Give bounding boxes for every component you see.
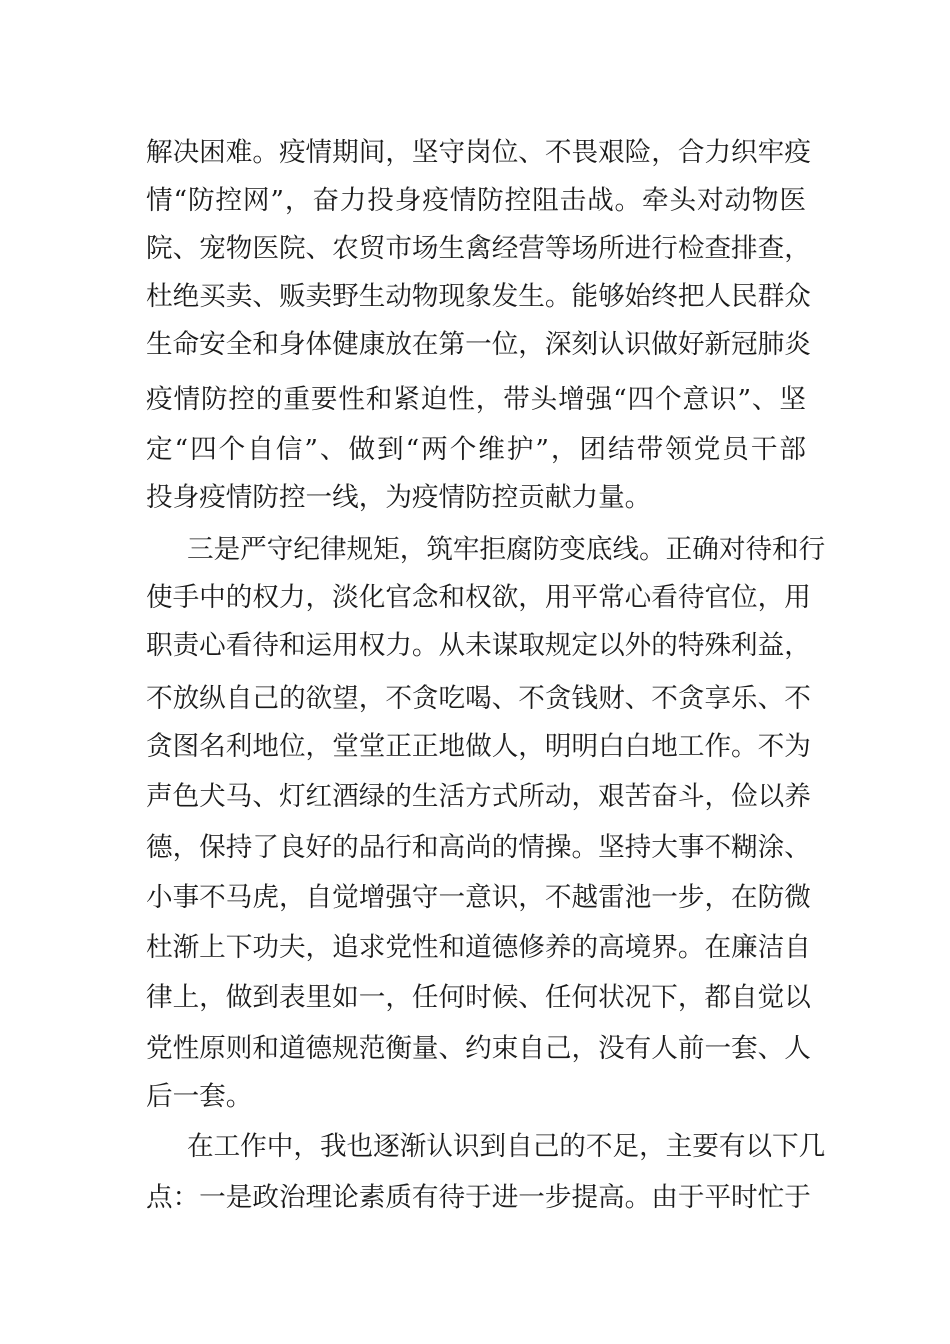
text-line: 杜绝买卖、贩卖野生动物现象发生。能够始终把人民群众 — [146, 281, 811, 312]
text-line: 使手中的权力，淡化官念和权欲，用平常心看待官位，用 — [146, 582, 811, 613]
text-line: 后一套。 — [146, 1081, 253, 1112]
text-line: 小事不马虎，自觉增强守一意识，不越雷池一步，在防微 — [146, 882, 811, 913]
text-line: 疫情防控的重要性和紧迫性，带头增强“四个意识”、坚 — [146, 384, 806, 415]
text-line: 不放纵自己的欲望，不贪吃喝、不贪钱财、不贪享乐、不 — [146, 683, 811, 714]
text-line: 贪图名利地位，堂堂正正地做人，明明白白地工作。不为 — [146, 731, 811, 762]
paragraph-start-line: 三是严守纪律规矩，筑牢拒腐防变底线。正确对待和行 — [187, 534, 826, 565]
text-line: 律上，做到表里如一，任何时候、任何状况下，都自觉以 — [146, 982, 811, 1013]
text-line: 党性原则和道德规范衡量、约束自己，没有人前一套、人 — [146, 1033, 811, 1064]
text-line: 点：一是政治理论素质有待于进一步提高。由于平时忙于 — [146, 1182, 811, 1213]
text-line: 投身疫情防控一线，为疫情防控贡献力量。 — [146, 482, 652, 513]
text-line: 职责心看待和运用权力。从未谋取规定以外的特殊利益， — [146, 630, 811, 661]
text-line: 杜渐上下功夫，追求党性和道德修养的高境界。在廉洁自 — [146, 932, 811, 963]
text-line: 解决困难。疫情期间，坚守岗位、不畏艰险，合力织牢疫 — [146, 137, 811, 168]
text-line: 生命安全和身体健康放在第一位，深刻认识做好新冠肺炎 — [146, 329, 811, 360]
text-line: 声色犬马、灯红酒绿的生活方式所动，艰苦奋斗，俭以养 — [146, 781, 811, 812]
text-line: 情“防控网”，奋力投身疫情防控阻击战。牵头对动物医 — [146, 185, 806, 216]
text-line: 定“四个自信”、做到“两个维护”，团结带领党员干部 — [146, 434, 806, 465]
paragraph-start-line: 在工作中，我也逐渐认识到自己的不足，主要有以下几 — [187, 1131, 826, 1162]
text-line: 院、宠物医院、农贸市场生禽经营等场所进行检查排查， — [146, 233, 811, 264]
text-line: 德，保持了良好的品行和高尚的情操。坚持大事不糊涂、 — [146, 832, 811, 863]
